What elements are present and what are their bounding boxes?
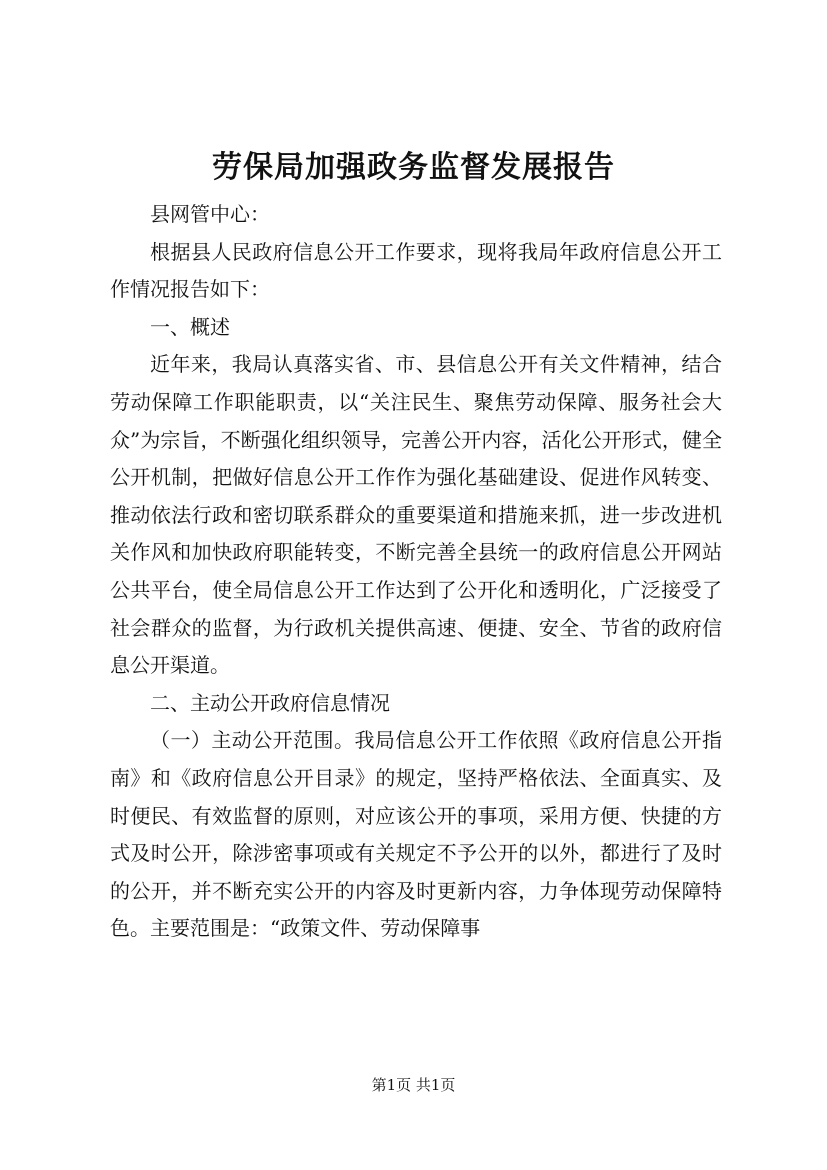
document-body: [110, 196, 722, 948]
disclosure-scope-paragraph: （一）主动公开范围。我局信息公开工作依照《政府信息公开指南》和《政府信息公开目录》的规定，坚持严格依法、全面真实、及时便民、有效监督的原则，对应该公开的事项，采用方便、快捷的方式及时公开，除涉密事项或有关规定不予公开的以外，都进行了及时的公开，并不断充实公开的内容及时更新内容，力争体现劳动保障特色。主要范围是：“政策文件、劳动保障事: [110, 728, 722, 941]
page-footer: 第1页 共1页: [371, 1076, 456, 1094]
salutation: 县网管中心：: [150, 202, 270, 226]
section-heading-overview: 一、概述: [150, 314, 230, 339]
overview-paragraph: 近年来，我局认真落实省、市、县信息公开有关文件精神，结合劳动保障工作职能职责，以“关注民生、聚焦劳动保障、服务社会大众”为宗旨，不断强化组织领导，完善公开内容，活化公开形式，健全公开机制，把做好信息公开工作作为强化基础建设、促进作风转变、推动依法行政和密切联系群众的重要渠道和措施来抓，进一步改进机关作风和加快政府职能转变，不断完善全县统一的政府信息公开网站公共平台，使全局信息公开工作达到了公开化和透明化，广泛接受了社会群众的监督，为行政机关提供高速、便捷、安全、节省的政府信息公开渠道。: [110, 352, 722, 678]
intro-paragraph: 根据县人民政府信息公开工作要求，现将我局年政府信息公开工作情况报告如下：: [110, 239, 722, 302]
document-title: 劳保局加强政务监督发展报告: [212, 150, 615, 185]
section-heading-disclosure: 二、主动公开政府信息情况: [150, 690, 390, 715]
